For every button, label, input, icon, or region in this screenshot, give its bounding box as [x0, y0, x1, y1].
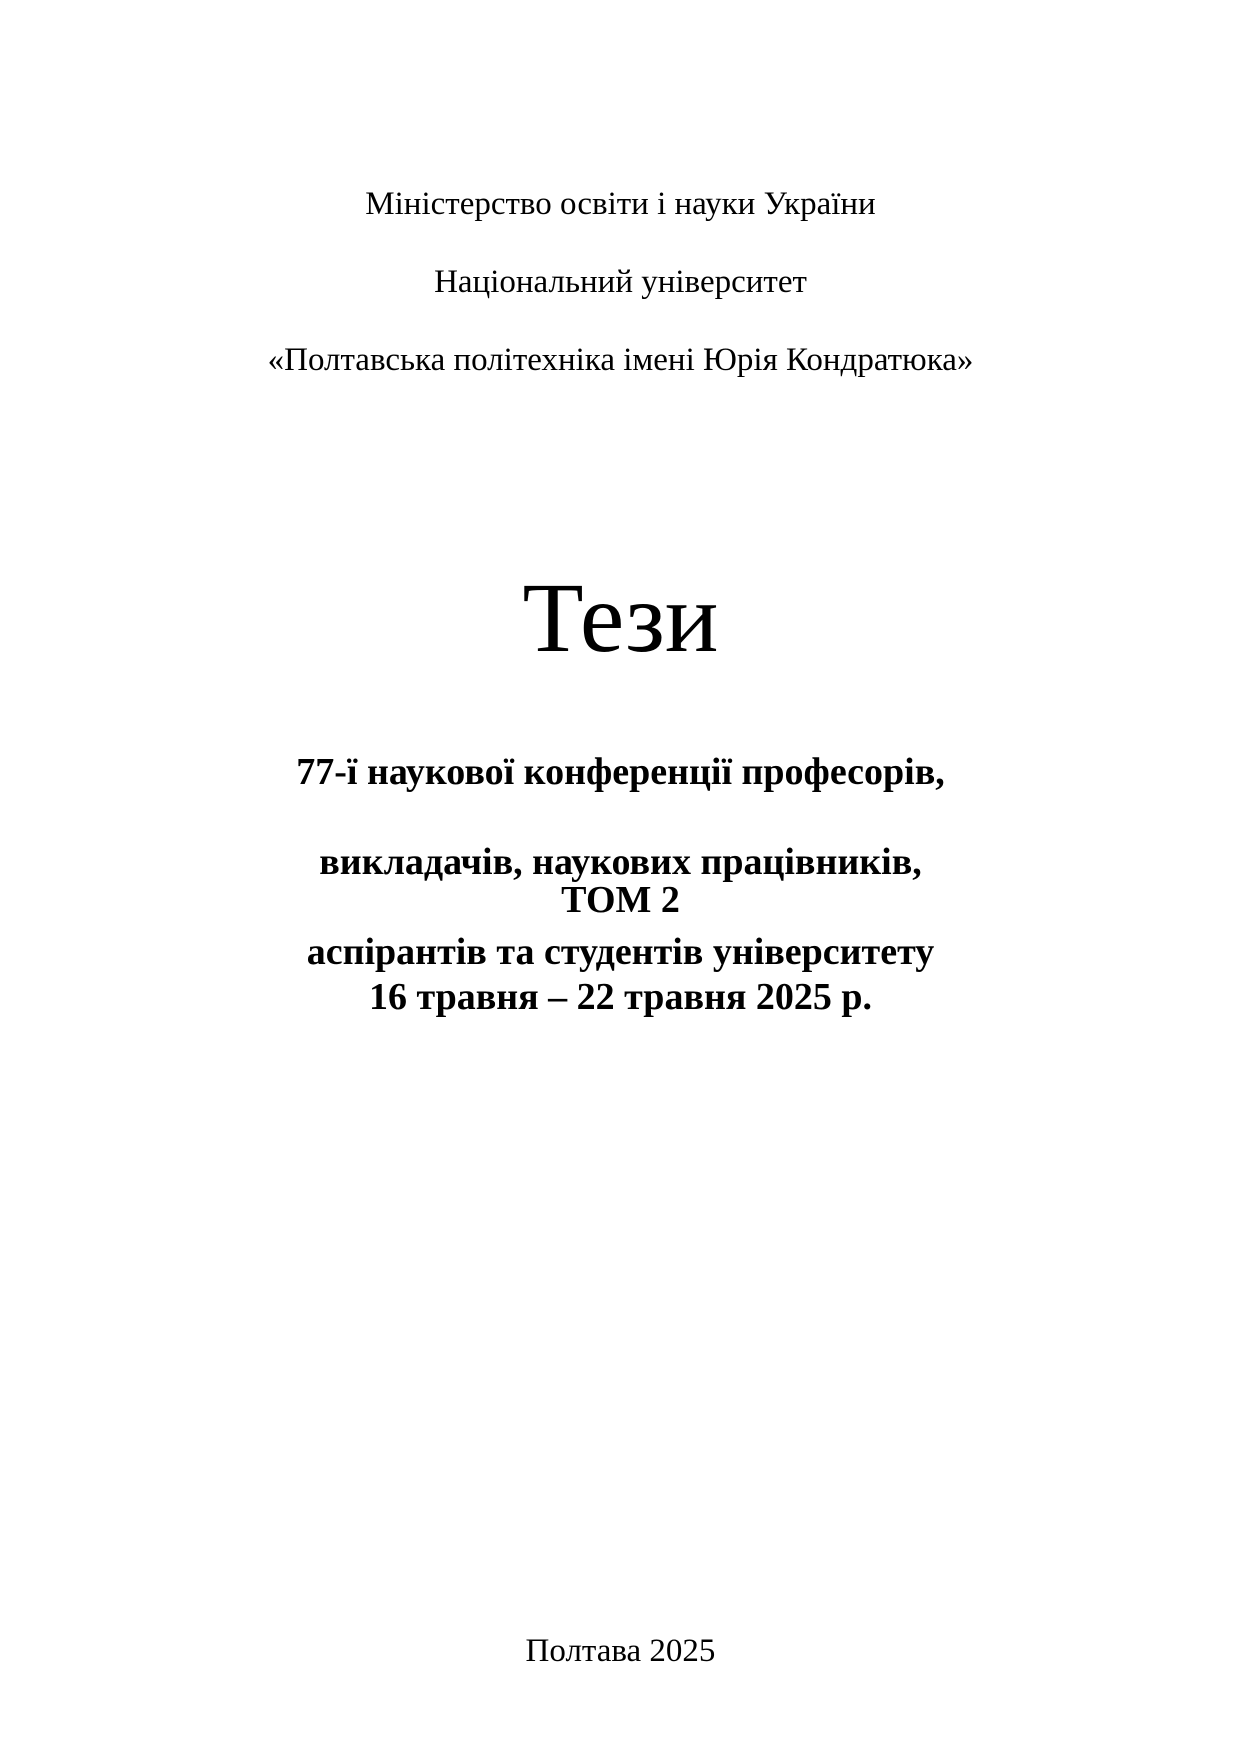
subtitle-line-1: 77-ї наукової конференції професорів,	[296, 751, 945, 793]
subtitle-line-2: викладачів, наукових працівників,	[319, 841, 922, 883]
subtitle-block	[0, 705, 1241, 1020]
imprint: Полтава 2025	[525, 1633, 716, 1669]
subtitle-line-3: аспірантів та студентів університету	[306, 931, 935, 973]
header-block	[0, 146, 1241, 419]
ministry-line: Міністерство освіти і науки України	[365, 186, 876, 222]
date-range: 16 травня – 22 травня 2025 р.	[368, 976, 873, 1018]
page-title: Тези	[522, 562, 719, 673]
university-line: Національний університет	[434, 264, 807, 300]
volume-label: ТОМ 2	[561, 879, 680, 921]
university-name-line: «Полтавська політехніка імені Юрія Кондратюка»	[267, 342, 974, 378]
